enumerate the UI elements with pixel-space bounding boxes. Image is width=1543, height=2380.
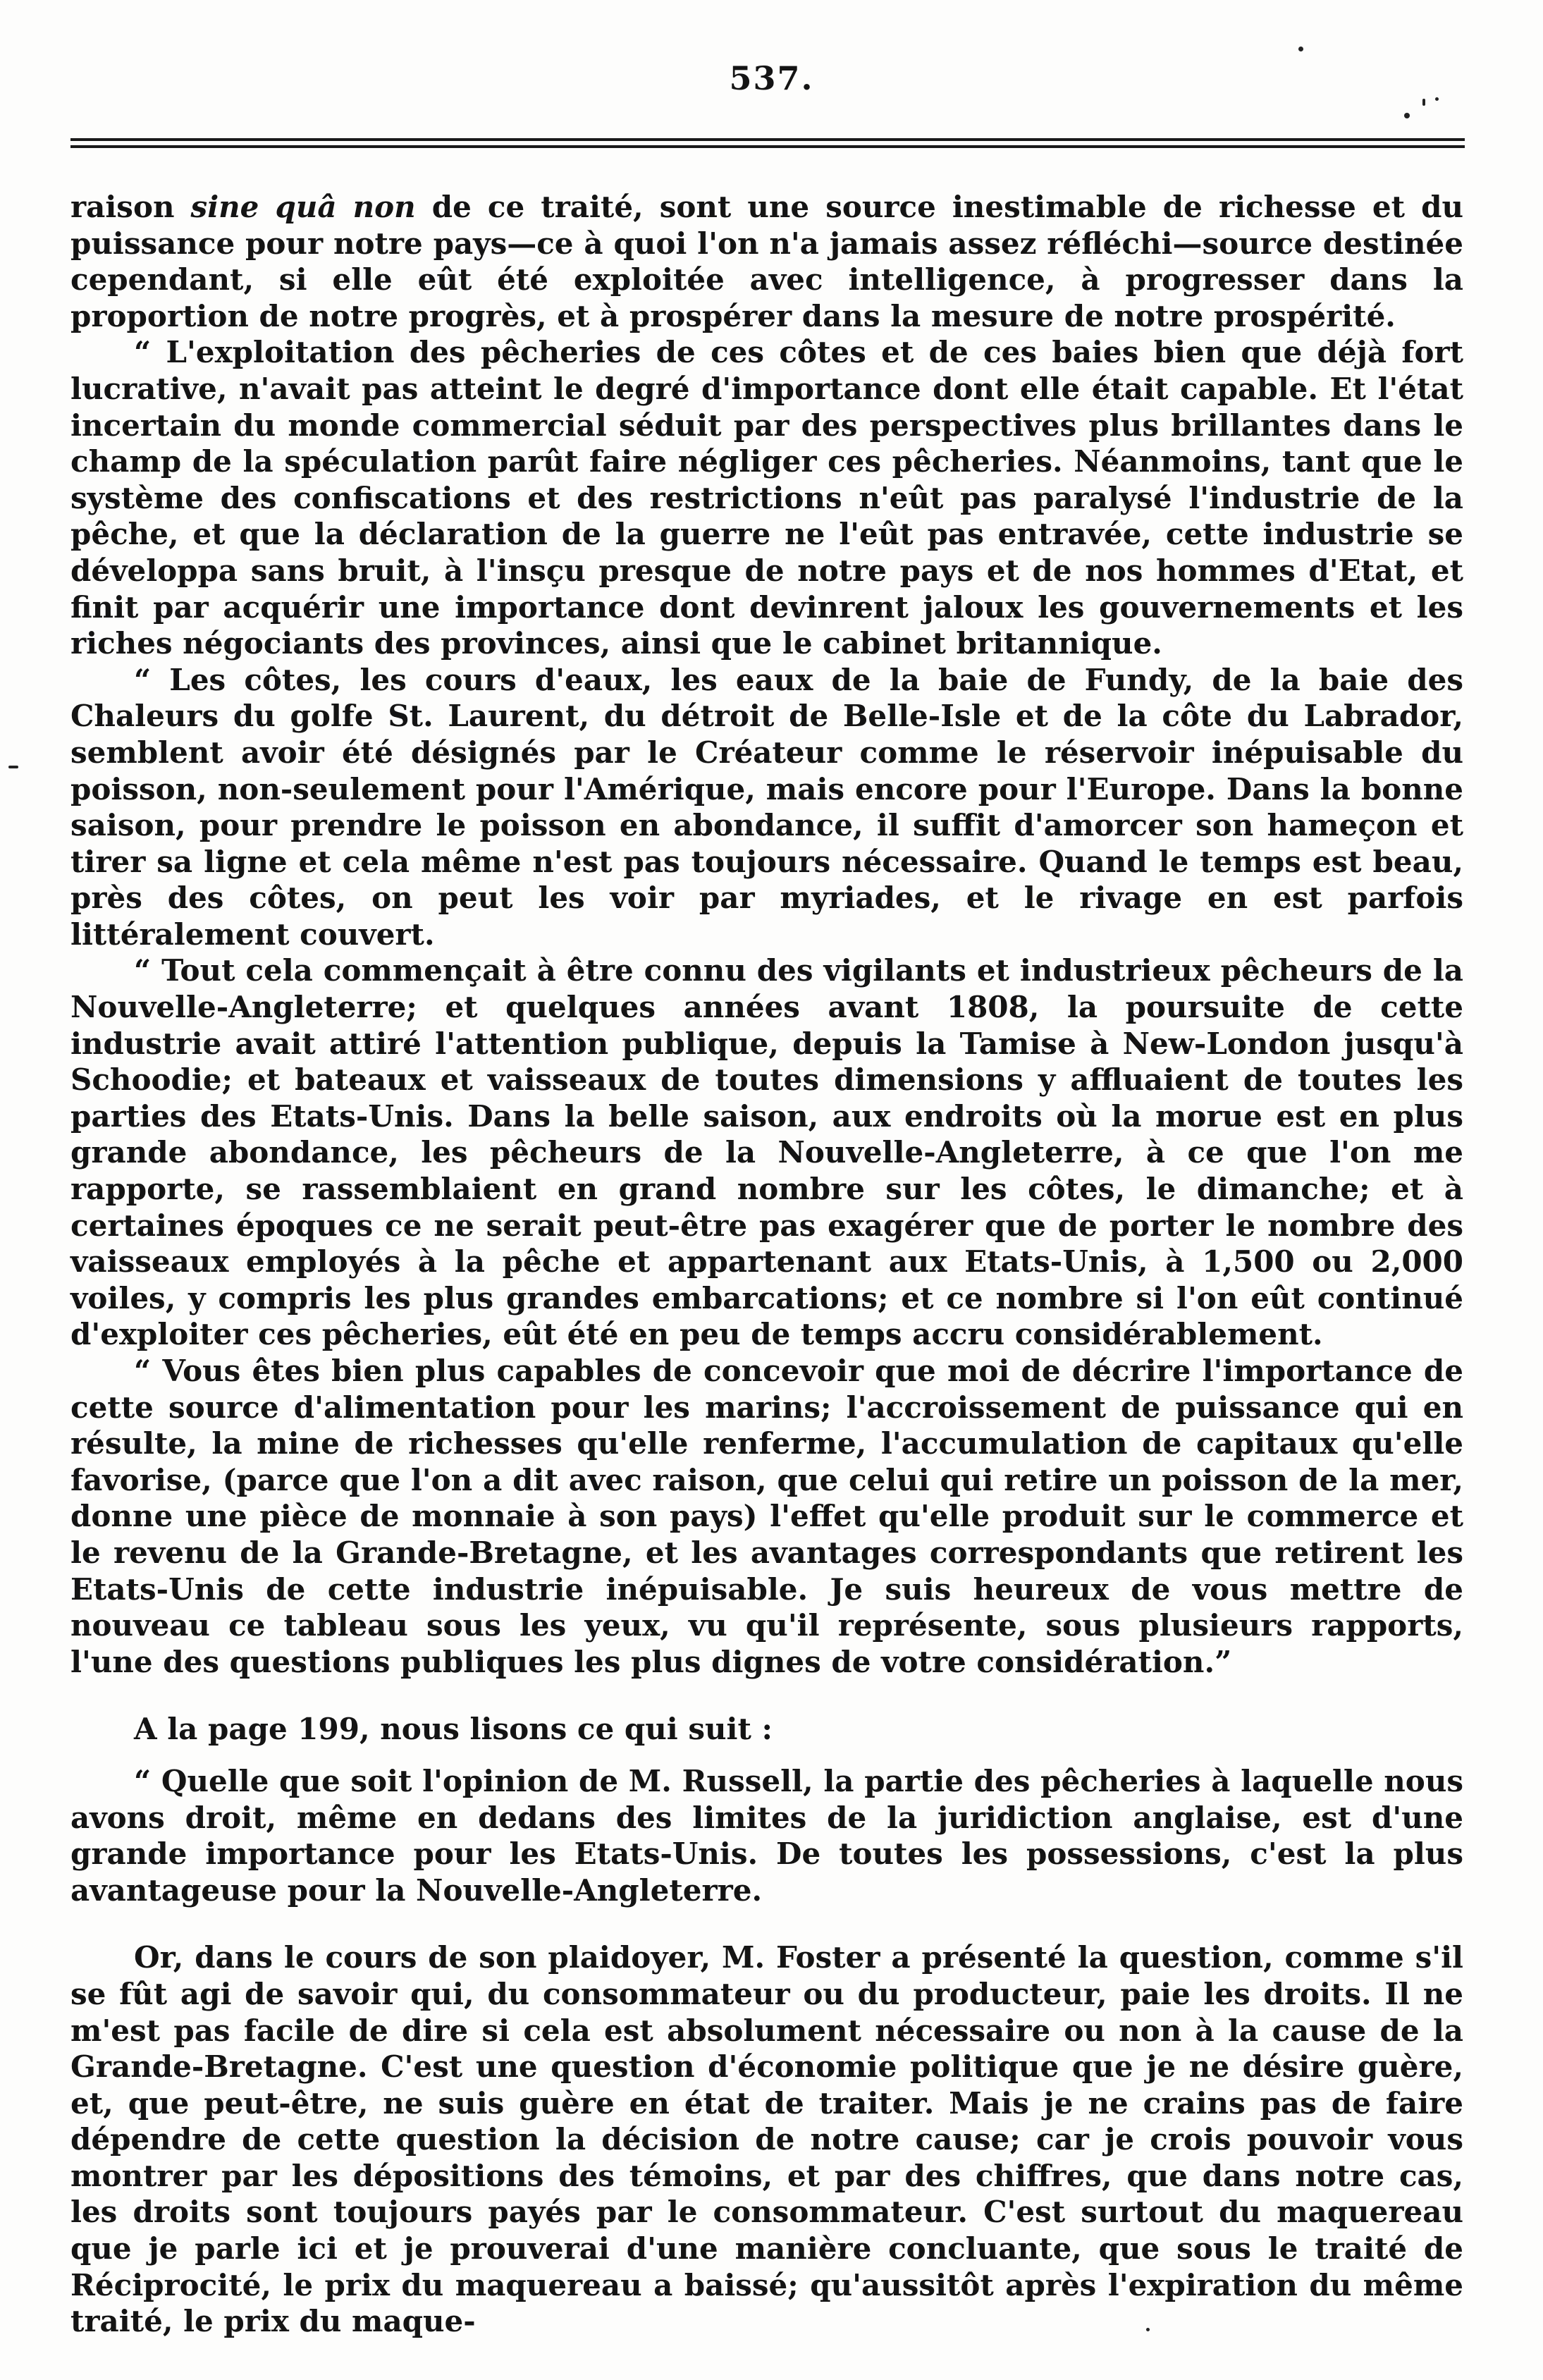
print-speck xyxy=(8,766,18,768)
paragraph: “ Tout cela commençait à être connu des vigilants et industrieux pêcheurs de la Nouvelle-Angleterre; et quelques années avant 1808, la poursuite de cette industrie avait attiré l'attention publique, depuis la Tamise à New-London jusqu'à Schoodie; et bateaux et vaisseaux de toutes dimensions y affluaient de toutes les parties des Etats-Unis. Dans la belle saison, aux endroits où la morue est en plus grande abondance, les pêcheurs de la Nouvelle-Angleterre, à ce que l'on me rapporte, se rassemblaient en grand nombre sur les côtes, le dimanche; et à certaines époques ce ne serait peut-être pas exagérer que de porter le nombre des vaisseaux employés à la pêche et appartenant aux Etats-Unis, à 1,500 ou 2,000 voiles, y compris les plus grandes embarcations; et ce nombre si l'on eût continué d'exploiter ces pêcheries, eût été en peu de temps accru considérablement. xyxy=(70,953,1463,1352)
print-speck xyxy=(1146,2328,1150,2331)
paragraph: Or, dans le cours de son plaidoyer, M. Foster a présenté la question, comme s'il se fût agi de savoir qui, du consommateur ou du producteur, paie les droits. Il ne m'est pas facile de dire si cela est absolument nécessaire ou non à la cause de la Grande-Bretagne. C'est une question d'économie politique que je ne désire guère, et, que peut-être, ne suis guère en état de traiter. Mais je ne crains pas de faire dépendre de cette question la décision de notre cause; car je crois pouvoir vous montrer par les dépositions des témoins, et par des chiffres, que dans notre cas, les droits sont toujours payés par le consommateur. C'est surtout du maquereau que je parle ici et je prouverai d'une manière concluante, que sous le traité de Réciprocité, le prix du maquereau a baissé; qu'aussitôt après l'expiration du même traité, le prix du maque- xyxy=(70,1940,1463,2339)
paragraph: “ L'exploitation des pêcheries de ces côtes et de ces baies bien que déjà fort lucrative, n'avait pas atteint le degré d'importance dont elle était capable. Et l'état incertain du monde commercial séduit par des perspectives plus brillantes dans le champ de la spéculation parût faire négliger ces pêcheries. Néanmoins, tant que le système des confiscations et des restrictions n'eût pas paralysé l'industrie de la pêche, et que la déclaration de la guerre ne l'eût pas entravée, cette industrie se développa sans bruit, à l'insçu presque de notre pays et de nos hommes d'Etat, et finit par acquérir une importance dont devinrent jaloux les gouvernements et les riches négociants des provinces, ainsi que le cabinet britannique. xyxy=(70,335,1463,661)
header-rule-line xyxy=(70,138,1465,141)
paragraph-text: de ce traité, sont une source inestimable de richesse et du puissance pour notre pays—ce à quoi l'on n'a jamais assez réfléchi—source destinée cependant, si elle eût été exploitée avec intelligence, à progresser dans la proportion de notre progrès, et à prospérer dans la mesure de notre prospérité. xyxy=(70,190,1463,333)
paragraph-text: raison xyxy=(70,190,191,224)
paragraph: “ Les côtes, les cours d'eaux, les eaux de la baie de Fundy, de la baie des Chaleurs du golfe St. Laurent, du détroit de Belle-Isle et de la côte du Labrador, semblent avoir été désignés par le Créateur comme le réservoir inépuisable du poisson, non-seulement pour l'Amérique, mais encore pour l'Europe. Dans la bonne saison, pour prendre le poisson en abondance, il suffit d'amorcer son hameçon et tirer sa ligne et cela même n'est pas toujours nécessaire. Quand le temps est beau, près des côtes, on peut les voir par myriades, et le rivage en est parfois littéralement couvert. xyxy=(70,662,1463,952)
paragraph: “ Quelle que soit l'opinion de M. Russell, la partie des pêcheries à laquelle nous avons droit, même en dedans des limites de la juridiction anglaise, est d'une grande importance pour les Etats-Unis. De toutes les possessions, c'est la plus avantageuse pour la Nouvelle-Angleterre. xyxy=(70,1763,1463,1908)
paragraph: “ Vous êtes bien plus capables de concevoir que moi de décrire l'importance de cette source d'alimentation pour les marins; l'accroissement de puissance qui en résulte, la mine de richesses qu'elle renferme, l'accumulation de capitaux qu'elle favorise, (parce que l'on a dit avec raison, que celui qui retire un poisson de la mer, donne une pièce de monnaie à son pays) l'effet qu'elle produit sur le commerce et le revenu de la Grande-Bretagne, et les avantages correspondants que retirent les Etats-Unis de cette industrie inépuisable. Je suis heureux de vous mettre de nouveau ce tableau sous les yeux, vu qu'il représente, sous plusieurs rapports, l'une des questions publiques les plus dignes de votre considération.” xyxy=(70,1354,1463,1679)
print-speck xyxy=(1298,47,1303,51)
header-double-rule xyxy=(70,138,1465,151)
print-speck xyxy=(1404,113,1410,118)
header-rule-line xyxy=(70,145,1465,148)
latin-phrase: sine quâ non xyxy=(190,190,416,224)
paragraph xyxy=(70,189,1463,334)
body-text xyxy=(70,189,1463,2340)
page-number: 537. xyxy=(729,59,814,97)
print-speck xyxy=(1422,99,1425,106)
paragraph: A la page 199, nous lisons ce qui suit : xyxy=(134,1712,773,1747)
print-speck xyxy=(1435,97,1439,101)
